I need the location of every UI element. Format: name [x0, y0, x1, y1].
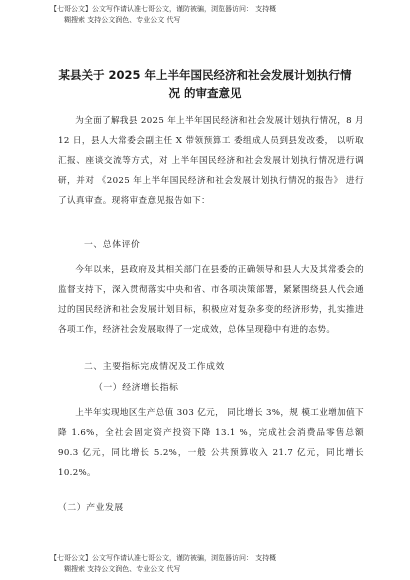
document-title: [40, 66, 370, 102]
banner-line-2: 糊搜索 支持公文润色、专业公文 代写: [64, 16, 181, 24]
subsection-2-heading: （二）产业发展: [58, 503, 124, 513]
footer-banner-line-1: 【七哥公文】公文写作请认准七哥公文，谨防被骗，浏览器访问： 支持概: [50, 554, 277, 562]
section-1-heading: 一、总体评价: [84, 240, 141, 250]
footer-banner-line-2: 糊搜索 支持公文润色、专业公文 代写: [64, 565, 181, 573]
intro-paragraph: 为全面了解我县 2025 年上半年国民经济和社会发展计划执行情况，8 月 12 日，县人大常委会副主任 X 带领预算工 委组成人员到县发改委， 以听取汇报、座谈交流等方式，对 上半年国民经济和社会发展计划执行情况进行调研，并对 《2025 年上半年国民经济和社会发展计划执行情况的报告》 进行了认真审查。现将审查意见报告如下：: [58, 116, 364, 206]
footer-watermark-banner: [50, 553, 370, 575]
section-2-paragraph: 上半年实现地区生产总值 303 亿元， 同比增长 3%，规 模工业增加值下降 1.6%，全社会固定资产投资下降 13.1 %，完成社会消费品零售总额 90.3 亿元，同比增长 5.2%，一般 公共预算收入 21.7 亿元，同比增长 10.2%。: [58, 408, 364, 478]
title-line-2: 况 的审查意见: [168, 86, 242, 100]
banner-line-1: 【七哥公文】公文写作请认准七哥公文，谨防被骗，浏览器访问： 支持概: [50, 5, 277, 13]
header-watermark-banner: [50, 4, 370, 26]
subsection-1-heading: （一）经济增长指标: [94, 383, 179, 393]
section-1-paragraph: 今年以来，县政府及其相关部门在县委的正确领导和县人大及其常委会的监督支持下，深入贯彻落实中央和省、市各项决策部署，紧紧围绕县人代会通过的国民经济和社会发展计划目标，积极应对复杂多变的经济形势，扎实推进各项工作，经济社会发展取得了一定成效，总体呈现稳中有进的态势。: [58, 265, 364, 335]
section-2-heading: 二、主要指标完成情况及工作成效: [84, 362, 225, 372]
title-line-1: 某县关于 2025 年上半年国民经济和社会发展计划执行情: [58, 68, 352, 82]
